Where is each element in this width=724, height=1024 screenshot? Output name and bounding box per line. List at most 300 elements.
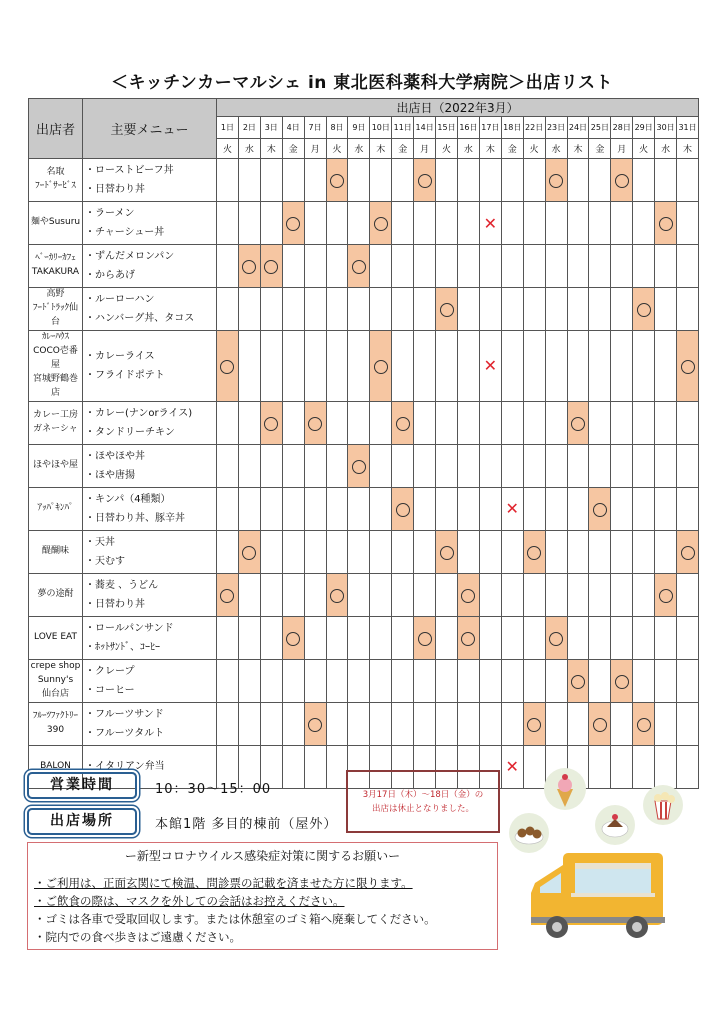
weekday: 水 xyxy=(457,139,479,159)
day-number: 23日 xyxy=(545,117,567,139)
open-circle-mark xyxy=(286,217,300,231)
empty-day-cell xyxy=(326,659,348,702)
open-circle-mark xyxy=(396,417,410,431)
empty-day-cell xyxy=(633,202,655,245)
empty-day-cell xyxy=(370,530,392,573)
closure-notice xyxy=(346,770,500,833)
vendor-name-line: ガネーシャ xyxy=(33,423,78,434)
vendor-row xyxy=(29,401,699,444)
open-day-cell xyxy=(545,616,567,659)
open-circle-mark xyxy=(220,589,234,603)
vendor-row xyxy=(29,331,699,402)
empty-day-cell xyxy=(392,530,414,573)
cake-icon xyxy=(595,805,635,845)
menu-header: 主要メニュー xyxy=(83,99,217,159)
empty-day-cell xyxy=(567,702,589,745)
empty-day-cell xyxy=(348,616,370,659)
vendor-name-line: 390 xyxy=(46,724,65,735)
empty-day-cell xyxy=(370,702,392,745)
open-circle-mark xyxy=(374,360,388,374)
empty-day-cell xyxy=(501,401,523,444)
weekday: 火 xyxy=(523,139,545,159)
empty-day-cell xyxy=(567,159,589,202)
menu-item: ・フライドポテト xyxy=(85,369,165,381)
empty-day-cell xyxy=(370,401,392,444)
empty-day-cell xyxy=(501,245,523,288)
empty-day-cell xyxy=(633,487,655,530)
empty-day-cell xyxy=(238,401,260,444)
vendor-name-line: ﾌｰﾄﾞﾄﾗｯｸ仙台 xyxy=(32,303,78,327)
empty-day-cell xyxy=(479,288,501,331)
vendor-name xyxy=(29,288,83,331)
vendor-name-line: ﾌｰﾄﾞｻｰﾋﾞｽ xyxy=(35,181,76,191)
empty-day-cell xyxy=(370,245,392,288)
empty-day-cell xyxy=(633,331,655,402)
vendor-name xyxy=(29,487,83,530)
vendor-name xyxy=(29,659,83,702)
open-day-cell xyxy=(217,331,239,402)
menu-item: ・ロールパンサンド xyxy=(85,622,174,634)
vendor-name xyxy=(29,331,83,402)
empty-day-cell xyxy=(501,288,523,331)
day-number: 24日 xyxy=(567,117,589,139)
empty-day-cell xyxy=(567,573,589,616)
open-day-cell xyxy=(589,487,611,530)
open-day-cell xyxy=(523,530,545,573)
menu-item: ・ハンバーグ丼、タコス xyxy=(85,313,195,324)
day-number: 7日 xyxy=(304,117,326,139)
day-number: 9日 xyxy=(348,117,370,139)
vendor-name xyxy=(29,573,83,616)
empty-day-cell xyxy=(677,288,699,331)
empty-day-cell xyxy=(326,401,348,444)
empty-day-cell xyxy=(392,331,414,402)
vendor-name xyxy=(29,616,83,659)
empty-day-cell xyxy=(414,487,436,530)
empty-day-cell xyxy=(611,487,633,530)
empty-day-cell xyxy=(523,616,545,659)
hours-value: 10：30～15：00 xyxy=(155,782,272,797)
open-circle-mark xyxy=(352,460,366,474)
open-day-cell xyxy=(436,530,458,573)
open-day-cell xyxy=(414,616,436,659)
empty-day-cell xyxy=(392,702,414,745)
weekday: 月 xyxy=(304,139,326,159)
empty-day-cell xyxy=(523,202,545,245)
open-circle-mark xyxy=(659,217,673,231)
vendor-name-line: 名取 xyxy=(46,167,65,178)
empty-day-cell xyxy=(260,659,282,702)
empty-day-cell xyxy=(326,616,348,659)
empty-day-cell xyxy=(326,444,348,487)
empty-day-cell xyxy=(414,202,436,245)
open-day-cell xyxy=(655,202,677,245)
cancel-x-mark: ✕ xyxy=(483,356,498,376)
open-day-cell xyxy=(282,616,304,659)
empty-day-cell xyxy=(260,444,282,487)
empty-day-cell xyxy=(655,530,677,573)
vendor-row xyxy=(29,288,699,331)
menu-item: ・カレーライス xyxy=(85,350,155,362)
empty-day-cell xyxy=(677,245,699,288)
empty-day-cell xyxy=(414,245,436,288)
location-label: 出店場所 xyxy=(27,808,137,835)
empty-day-cell xyxy=(457,702,479,745)
vendor-name xyxy=(29,702,83,745)
empty-day-cell xyxy=(392,573,414,616)
empty-day-cell xyxy=(217,487,239,530)
weekday: 木 xyxy=(370,139,392,159)
menu-cell xyxy=(83,702,217,745)
menu-item: ・クレープ xyxy=(85,665,135,677)
covid-notice-box xyxy=(27,842,498,950)
empty-day-cell xyxy=(414,331,436,402)
empty-day-cell xyxy=(238,202,260,245)
empty-day-cell xyxy=(370,444,392,487)
empty-day-cell xyxy=(436,202,458,245)
open-circle-mark xyxy=(220,360,234,374)
closure-notice-line: 3月17日（木）～18日（金）の xyxy=(362,790,484,800)
open-circle-mark xyxy=(615,174,629,188)
empty-day-cell xyxy=(567,487,589,530)
empty-day-cell xyxy=(501,444,523,487)
empty-day-cell xyxy=(348,659,370,702)
vendor-name-line: crepe shop xyxy=(30,660,81,671)
vendor-name-line: Sunny's xyxy=(37,674,74,685)
empty-day-cell xyxy=(260,702,282,745)
empty-day-cell xyxy=(655,444,677,487)
menu-item: ・フルーツサンド xyxy=(85,708,164,720)
popcorn-icon xyxy=(643,785,683,825)
cancelled-day-cell xyxy=(479,202,501,245)
empty-day-cell xyxy=(655,159,677,202)
vendor-name xyxy=(29,530,83,573)
open-day-cell xyxy=(457,616,479,659)
schedule-table xyxy=(28,98,699,789)
empty-day-cell xyxy=(326,331,348,402)
open-day-cell xyxy=(392,487,414,530)
open-circle-mark xyxy=(308,718,322,732)
empty-day-cell xyxy=(479,530,501,573)
weekday: 金 xyxy=(589,139,611,159)
empty-day-cell xyxy=(457,245,479,288)
menu-cell xyxy=(83,202,217,245)
open-circle-mark xyxy=(615,675,629,689)
open-circle-mark xyxy=(440,546,454,560)
menu-item: ・からあげ xyxy=(85,270,135,281)
vendor-name-line: COCO壱番屋 xyxy=(33,345,78,370)
empty-day-cell xyxy=(611,331,633,402)
menu-cell xyxy=(83,573,217,616)
vendor-name-line: 宮城野鶴巻店 xyxy=(32,373,78,398)
vendor-row xyxy=(29,616,699,659)
empty-day-cell xyxy=(501,331,523,402)
day-number: 17日 xyxy=(479,117,501,139)
empty-day-cell xyxy=(326,245,348,288)
empty-day-cell xyxy=(589,659,611,702)
empty-day-cell xyxy=(282,444,304,487)
day-number: 25日 xyxy=(589,117,611,139)
empty-day-cell xyxy=(501,202,523,245)
empty-day-cell xyxy=(589,288,611,331)
empty-day-cell xyxy=(457,331,479,402)
empty-day-cell xyxy=(260,487,282,530)
empty-day-cell xyxy=(304,659,326,702)
day-number: 11日 xyxy=(392,117,414,139)
empty-day-cell xyxy=(217,288,239,331)
empty-day-cell xyxy=(523,487,545,530)
weekday: 木 xyxy=(260,139,282,159)
empty-day-cell xyxy=(414,573,436,616)
empty-day-cell xyxy=(260,573,282,616)
open-circle-mark xyxy=(352,260,366,274)
menu-item: ・カレー(ナンorライス) xyxy=(85,407,193,419)
vendor-name-line: ﾌﾙｰﾂﾌｧｸﾄﾘｰ xyxy=(32,710,78,721)
empty-day-cell xyxy=(436,573,458,616)
empty-day-cell xyxy=(655,401,677,444)
menu-item: ・コーヒー xyxy=(85,684,135,696)
location-value: 本館1階 多目的棟前（屋外） xyxy=(155,817,338,832)
vendor-name xyxy=(29,202,83,245)
empty-day-cell xyxy=(567,331,589,402)
open-circle-mark xyxy=(264,417,278,431)
vendor-row xyxy=(29,573,699,616)
empty-day-cell xyxy=(304,616,326,659)
empty-day-cell xyxy=(611,573,633,616)
open-day-cell xyxy=(677,530,699,573)
empty-day-cell xyxy=(677,616,699,659)
empty-day-cell xyxy=(217,444,239,487)
empty-day-cell xyxy=(348,702,370,745)
empty-day-cell xyxy=(392,444,414,487)
empty-day-cell xyxy=(567,444,589,487)
menu-item: ・ﾎｯﾄｻﾝﾄﾞ、ｺｰﾋｰ xyxy=(85,641,160,653)
empty-day-cell xyxy=(501,659,523,702)
open-circle-mark xyxy=(593,718,607,732)
open-circle-mark xyxy=(440,303,454,317)
empty-day-cell xyxy=(217,245,239,288)
open-day-cell xyxy=(567,401,589,444)
empty-day-cell xyxy=(479,487,501,530)
empty-day-cell xyxy=(633,401,655,444)
kitchen-car-illustration xyxy=(505,765,705,955)
empty-day-cell xyxy=(260,202,282,245)
empty-day-cell xyxy=(282,487,304,530)
empty-day-cell xyxy=(348,202,370,245)
empty-day-cell xyxy=(238,444,260,487)
menu-item: ・タンドリーチキン xyxy=(85,426,175,438)
empty-day-cell xyxy=(589,159,611,202)
vendor-name-line: ｱｯﾊﾟｷﾝﾊﾟ xyxy=(37,502,74,513)
empty-day-cell xyxy=(392,202,414,245)
empty-day-cell xyxy=(479,616,501,659)
menu-cell xyxy=(83,616,217,659)
open-day-cell xyxy=(326,573,348,616)
open-circle-mark xyxy=(659,589,673,603)
empty-day-cell xyxy=(326,288,348,331)
empty-day-cell xyxy=(282,530,304,573)
empty-day-cell xyxy=(238,288,260,331)
empty-day-cell xyxy=(633,573,655,616)
weekday: 木 xyxy=(567,139,589,159)
empty-day-cell xyxy=(545,530,567,573)
menu-item: ・ほや唐揚 xyxy=(85,469,135,481)
open-day-cell xyxy=(304,702,326,745)
empty-day-cell xyxy=(523,444,545,487)
empty-day-cell xyxy=(479,444,501,487)
empty-day-cell xyxy=(304,573,326,616)
vendor-row xyxy=(29,659,699,702)
open-circle-mark xyxy=(308,417,322,431)
menu-item: ・ローストビーフ丼 xyxy=(85,165,174,176)
cancelled-day-cell xyxy=(501,487,523,530)
day-number: 30日 xyxy=(655,117,677,139)
menu-item: ・日替わり丼、豚辛丼 xyxy=(85,512,185,524)
cancel-x-mark: ✕ xyxy=(483,213,498,233)
empty-day-cell xyxy=(633,245,655,288)
vendor-row xyxy=(29,202,699,245)
open-circle-mark xyxy=(242,546,256,560)
open-circle-mark xyxy=(286,632,300,646)
day-number: 2日 xyxy=(238,117,260,139)
empty-day-cell xyxy=(238,616,260,659)
empty-day-cell xyxy=(436,159,458,202)
empty-day-cell xyxy=(633,444,655,487)
weekday: 火 xyxy=(436,139,458,159)
vendor-row xyxy=(29,159,699,202)
empty-day-cell xyxy=(567,202,589,245)
open-day-cell xyxy=(282,202,304,245)
empty-day-cell xyxy=(611,202,633,245)
empty-day-cell xyxy=(348,401,370,444)
empty-day-cell xyxy=(523,573,545,616)
vendor-name xyxy=(29,159,83,202)
empty-day-cell xyxy=(238,702,260,745)
day-number: 8日 xyxy=(326,117,348,139)
menu-cell xyxy=(83,444,217,487)
open-circle-mark xyxy=(242,260,256,274)
empty-day-cell xyxy=(655,702,677,745)
vendor-row xyxy=(29,530,699,573)
empty-day-cell xyxy=(392,616,414,659)
empty-day-cell xyxy=(457,487,479,530)
empty-day-cell xyxy=(436,616,458,659)
vendor-row xyxy=(29,444,699,487)
empty-day-cell xyxy=(326,702,348,745)
empty-day-cell xyxy=(589,444,611,487)
empty-day-cell xyxy=(611,288,633,331)
empty-day-cell xyxy=(655,487,677,530)
open-circle-mark xyxy=(549,174,563,188)
empty-day-cell xyxy=(348,288,370,331)
empty-day-cell xyxy=(260,159,282,202)
open-circle-mark xyxy=(527,546,541,560)
day-number: 15日 xyxy=(436,117,458,139)
empty-day-cell xyxy=(326,487,348,530)
open-day-cell xyxy=(304,401,326,444)
covid-notice-title: ー新型コロナウイルス感染症対策に関するお願いー xyxy=(124,849,401,863)
empty-day-cell xyxy=(370,288,392,331)
empty-day-cell xyxy=(304,245,326,288)
empty-day-cell xyxy=(436,401,458,444)
open-day-cell xyxy=(633,702,655,745)
menu-item: ・蕎麦 、うどん xyxy=(85,579,159,591)
covid-notice-line: ・ご利用は、正面玄関にて検温、問診票の記載を済ませた方に限ります。 xyxy=(34,876,413,890)
day-number: 29日 xyxy=(633,117,655,139)
empty-day-cell xyxy=(677,573,699,616)
empty-day-cell xyxy=(414,659,436,702)
empty-day-cell xyxy=(479,159,501,202)
weekday: 金 xyxy=(501,139,523,159)
empty-day-cell xyxy=(282,331,304,402)
empty-day-cell xyxy=(392,245,414,288)
open-day-cell xyxy=(611,659,633,702)
open-circle-mark xyxy=(637,303,651,317)
cancelled-day-cell xyxy=(479,331,501,402)
empty-day-cell xyxy=(260,331,282,402)
empty-day-cell xyxy=(677,444,699,487)
vendor-name xyxy=(29,245,83,288)
day-number: 31日 xyxy=(677,117,699,139)
empty-day-cell xyxy=(545,288,567,331)
empty-day-cell xyxy=(655,288,677,331)
day-number: 4日 xyxy=(282,117,304,139)
empty-day-cell xyxy=(348,487,370,530)
open-day-cell xyxy=(348,444,370,487)
empty-day-cell xyxy=(523,401,545,444)
empty-day-cell xyxy=(567,530,589,573)
empty-day-cell xyxy=(370,659,392,702)
open-day-cell xyxy=(348,245,370,288)
open-day-cell xyxy=(633,288,655,331)
empty-day-cell xyxy=(326,745,348,788)
open-day-cell xyxy=(260,245,282,288)
empty-day-cell xyxy=(589,573,611,616)
empty-day-cell xyxy=(501,530,523,573)
empty-day-cell xyxy=(282,159,304,202)
vendor-row xyxy=(29,245,699,288)
empty-day-cell xyxy=(523,245,545,288)
open-circle-mark xyxy=(461,589,475,603)
open-circle-mark xyxy=(264,260,278,274)
open-day-cell xyxy=(217,573,239,616)
empty-day-cell xyxy=(217,530,239,573)
weekday: 水 xyxy=(348,139,370,159)
empty-day-cell xyxy=(238,159,260,202)
menu-cell xyxy=(83,530,217,573)
empty-day-cell xyxy=(611,401,633,444)
open-circle-mark xyxy=(681,360,695,374)
empty-day-cell xyxy=(545,245,567,288)
day-number: 14日 xyxy=(414,117,436,139)
day-number: 10日 xyxy=(370,117,392,139)
menu-item: ・ずんだメロンパン xyxy=(85,251,175,262)
empty-day-cell xyxy=(677,702,699,745)
vendor-name xyxy=(29,444,83,487)
empty-day-cell xyxy=(326,202,348,245)
vendor-name-line: TAKAKURA xyxy=(31,267,80,277)
empty-day-cell xyxy=(589,530,611,573)
weekday: 水 xyxy=(655,139,677,159)
vendor-name-line: 醍醐味 xyxy=(41,545,69,556)
empty-day-cell xyxy=(304,159,326,202)
open-day-cell xyxy=(238,530,260,573)
vendor-name-line: 麺やSusuru xyxy=(30,217,81,228)
day-number: 22日 xyxy=(523,117,545,139)
open-circle-mark xyxy=(637,718,651,732)
empty-day-cell xyxy=(304,530,326,573)
weekday: 木 xyxy=(479,139,501,159)
